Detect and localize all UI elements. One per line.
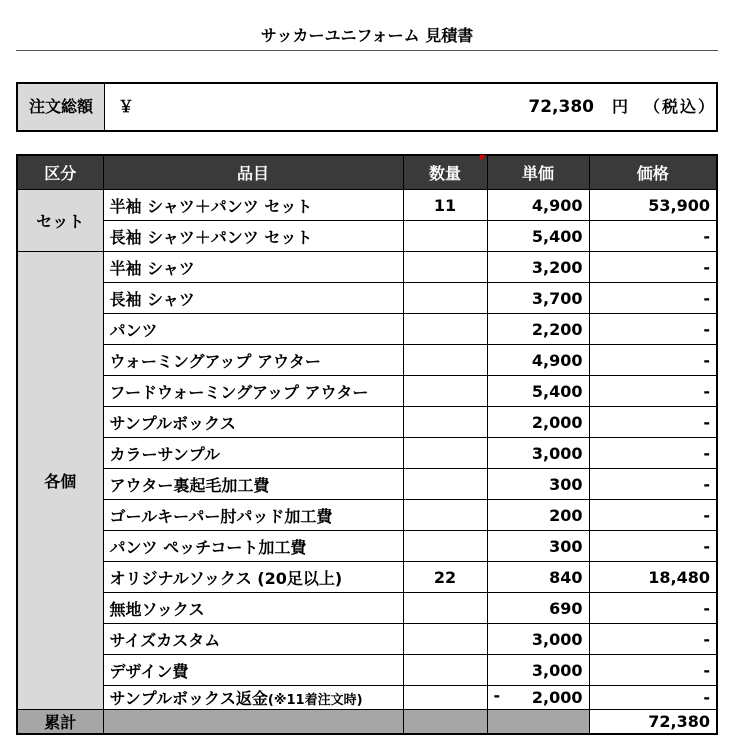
order-total-box [16, 82, 718, 132]
comment-indicator-icon[interactable] [480, 155, 486, 161]
item-cell[interactable]: 半袖 シャツ [103, 252, 403, 283]
table-row [17, 407, 717, 438]
unit-price-cell[interactable]: 690 [487, 593, 589, 624]
price-cell[interactable]: - [589, 283, 717, 314]
item-cell[interactable]: カラーサンプル [103, 438, 403, 469]
sum-filler [403, 710, 487, 735]
price-cell[interactable]: - [589, 438, 717, 469]
table-row-refund [17, 686, 717, 710]
price-cell[interactable]: 53,900 [589, 190, 717, 221]
item-cell[interactable]: サンプルボックス [103, 407, 403, 438]
quantity-cell[interactable] [403, 469, 487, 500]
unit-price-cell[interactable]: 5,400 [487, 376, 589, 407]
quantity-cell[interactable] [403, 500, 487, 531]
estimate-table [16, 154, 718, 735]
order-total-unit: 円 [612, 97, 629, 116]
item-cell[interactable]: アウター裏起毛加工費 [103, 469, 403, 500]
price-cell[interactable]: - [589, 624, 717, 655]
quantity-cell[interactable]: 22 [403, 562, 487, 593]
item-cell[interactable]: オリジナルソックス (20足以上) [103, 562, 403, 593]
item-cell[interactable]: 長袖 シャツ [103, 283, 403, 314]
table-row [17, 500, 717, 531]
unit-price-cell[interactable]: 3,700 [487, 283, 589, 314]
price-cell[interactable]: - [589, 345, 717, 376]
unit-price-cell[interactable]: 2,200 [487, 314, 589, 345]
price-cell[interactable]: 18,480 [589, 562, 717, 593]
unit-price-cell[interactable]: 3,200 [487, 252, 589, 283]
quantity-cell[interactable] [403, 407, 487, 438]
table-row [17, 252, 717, 283]
category-cell-set: セット [17, 190, 103, 252]
header-unit-price: 単価 [487, 155, 589, 190]
unit-price-cell-refund[interactable] [487, 686, 589, 710]
header-quantity: 数量 [403, 155, 487, 190]
quantity-cell[interactable] [403, 345, 487, 376]
table-row [17, 283, 717, 314]
table-row [17, 190, 717, 221]
unit-price-cell[interactable]: 840 [487, 562, 589, 593]
refund-item-label: サンプルボックス返金 [109, 689, 268, 708]
unit-price-cell[interactable]: 3,000 [487, 655, 589, 686]
quantity-cell[interactable] [403, 283, 487, 314]
item-cell[interactable]: デザイン費 [103, 655, 403, 686]
refund-unit-price: 2,000 [531, 688, 583, 707]
item-cell[interactable]: フードウォーミングアップ アウター [103, 376, 403, 407]
page-title: サッカーユニフォーム 見積書 [16, 22, 718, 51]
item-cell[interactable]: ゴールキーパー肘パッド加工費 [103, 500, 403, 531]
table-row [17, 469, 717, 500]
unit-price-cell[interactable]: 5,400 [487, 221, 589, 252]
quantity-cell[interactable] [403, 593, 487, 624]
quantity-cell[interactable] [403, 655, 487, 686]
quantity-cell[interactable] [403, 376, 487, 407]
quantity-cell[interactable] [403, 252, 487, 283]
sum-filler [487, 710, 589, 735]
table-row [17, 624, 717, 655]
price-cell[interactable]: - [589, 314, 717, 345]
order-total-label: 注文総額 [18, 84, 105, 130]
price-cell[interactable]: - [589, 376, 717, 407]
table-row [17, 221, 717, 252]
price-cell[interactable]: - [589, 655, 717, 686]
price-cell[interactable]: - [589, 500, 717, 531]
table-row [17, 438, 717, 469]
unit-price-cell[interactable]: 200 [487, 500, 589, 531]
quantity-cell[interactable] [403, 438, 487, 469]
quantity-cell[interactable] [403, 686, 487, 710]
unit-price-cell[interactable]: 4,900 [487, 190, 589, 221]
table-row [17, 562, 717, 593]
sum-value[interactable]: 72,380 [589, 710, 717, 735]
currency-mark: ￥ [118, 97, 135, 116]
table-row [17, 345, 717, 376]
item-cell-refund[interactable] [103, 686, 403, 710]
table-row [17, 655, 717, 686]
unit-price-cell[interactable]: 2,000 [487, 407, 589, 438]
item-cell[interactable]: 無地ソックス [103, 593, 403, 624]
unit-price-cell[interactable]: 3,000 [487, 438, 589, 469]
quantity-cell[interactable]: 11 [403, 190, 487, 221]
sum-filler [103, 710, 403, 735]
tax-note: （税込） [644, 97, 717, 116]
price-cell[interactable]: - [589, 469, 717, 500]
sum-label: 累計 [17, 710, 103, 735]
quantity-cell[interactable] [403, 531, 487, 562]
quantity-cell[interactable] [403, 221, 487, 252]
price-cell[interactable]: - [589, 221, 717, 252]
item-cell[interactable]: 長袖 シャツ＋パンツ セット [103, 221, 403, 252]
unit-price-cell[interactable]: 4,900 [487, 345, 589, 376]
price-cell[interactable]: - [589, 407, 717, 438]
refund-item-note: (※11着注文時) [267, 693, 363, 708]
price-cell[interactable]: - [589, 593, 717, 624]
item-cell[interactable]: 半袖 シャツ＋パンツ セット [103, 190, 403, 221]
sum-row [17, 710, 717, 735]
table-header-row [17, 155, 717, 190]
header-category: 区分 [17, 155, 103, 190]
price-cell[interactable]: - [589, 252, 717, 283]
unit-price-cell[interactable]: 300 [487, 469, 589, 500]
item-cell[interactable]: パンツ ペッチコート加工費 [103, 531, 403, 562]
negative-sign: - [493, 686, 501, 705]
item-cell[interactable]: パンツ [103, 314, 403, 345]
header-item: 品目 [103, 155, 403, 190]
unit-price-cell[interactable]: 300 [487, 531, 589, 562]
table-row [17, 531, 717, 562]
item-cell[interactable]: ウォーミングアップ アウター [103, 345, 403, 376]
unit-price-cell[interactable]: 3,000 [487, 624, 589, 655]
price-cell[interactable]: - [589, 686, 717, 710]
header-price: 価格 [589, 155, 717, 190]
table-row [17, 376, 717, 407]
table-row [17, 593, 717, 624]
item-cell[interactable]: サイズカスタム [103, 624, 403, 655]
quantity-cell[interactable] [403, 624, 487, 655]
price-cell[interactable]: - [589, 531, 717, 562]
quantity-cell[interactable] [403, 314, 487, 345]
category-cell-individual: 各個 [17, 252, 103, 710]
order-total-amount[interactable]: 72,380 [528, 97, 594, 117]
table-row [17, 314, 717, 345]
